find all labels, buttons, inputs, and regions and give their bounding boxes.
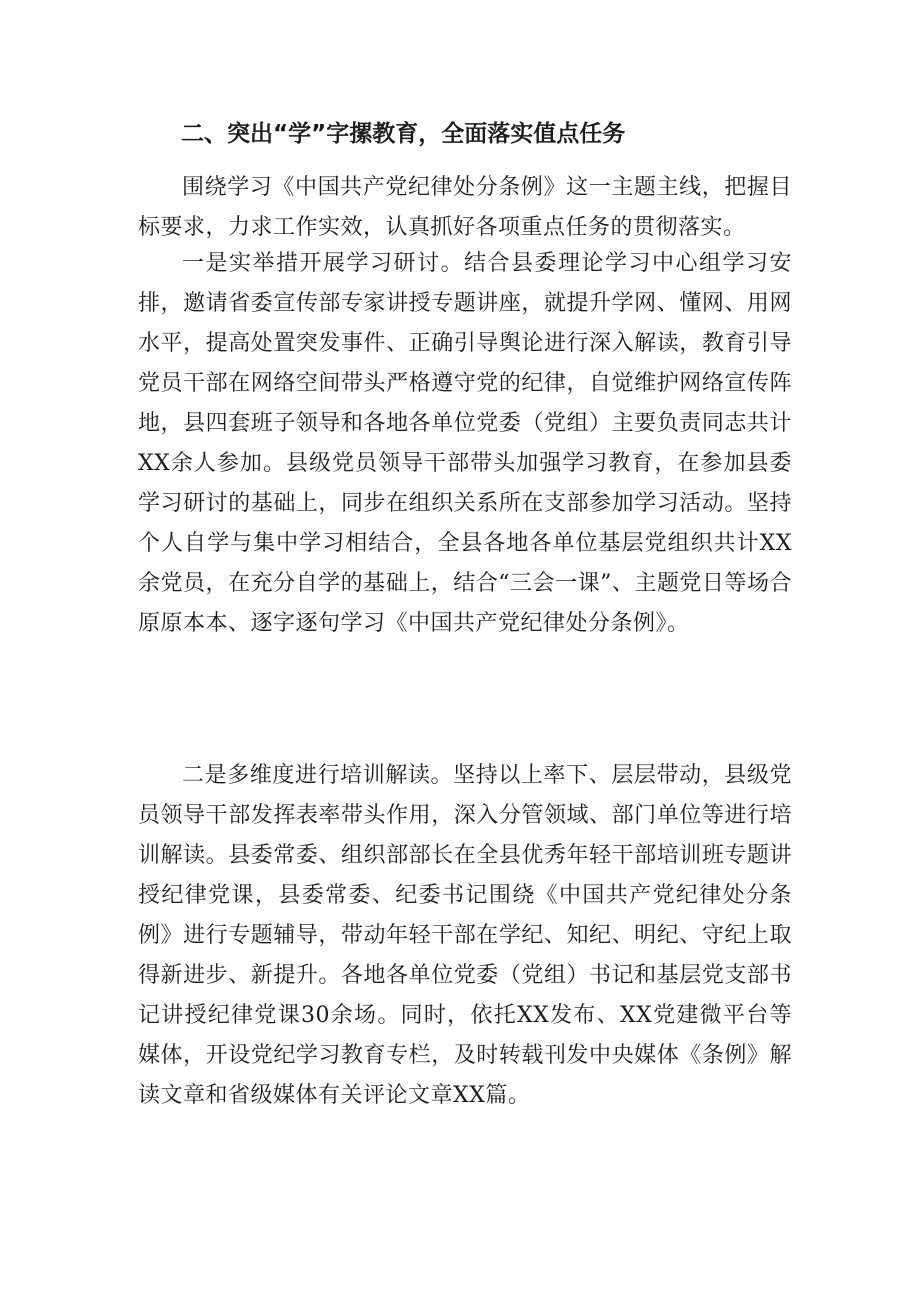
paragraph-training-interpretation: 二是多维度进行培训解读。坚持以上率下、层层带动，县级党员领导干部发挥表率带头作用，深入分管领域、部门单位等进行培训解读。县委常委、组织部部长在全县优秀年轻干部培训班专题讲授纪律党课，县委常委、纪委书记围绕《中国共产党纪律处分条例》进行专题辅导，带动年轻干部在学纪、知纪、明纪、守纪上取得新进步、新提升。各地各单位党委（党组）书记和基层党支部书记讲授纪律党课30余场。同时，依托XX发布、XX党建微平台等媒体，开设党纪学习教育专栏，及时转载刊发中央媒体《条例》解读文章和省级媒体有关评论文章XX篇。 bbox=[138, 763, 792, 1108]
section-heading: 二、突出“学”字摞教育，全面落实值点任务 bbox=[181, 121, 626, 147]
paragraph-intro: 围绕学习《中国共产党纪律处分条例》这一主题主线，把握目标要求，力求工作实效，认真抓好各项重点任务的贯彻落实。 bbox=[138, 175, 792, 240]
paragraph-study-discussion: 一是实举措开展学习研讨。结合县委理论学习中心组学习安排，邀请省委宣传部专家讲授专题讲座，就提升学网、懂网、用网水平，提高处置突发事件、正确引导舆论进行深入解读，教育引导党员干部在网络空间带头严格遵守党的纪律，自觉维护网络宣传阵地，县四套班子领导和各地各单位党委（党组）主要负责同志共计XX余人参加。县级党员领导干部带头加强学习教育，在参加县委学习研讨的基础上，同步在组织关系所在支部参加学习活动。坚持个人自学与集中学习相结合，全县各地各单位基层党组织共计XX余党员，在充分自学的基础上，结合“三会一课”、主题党日等场合原原本本、逐字逐句学习《中国共产党纪律处分条例》。 bbox=[138, 251, 792, 636]
